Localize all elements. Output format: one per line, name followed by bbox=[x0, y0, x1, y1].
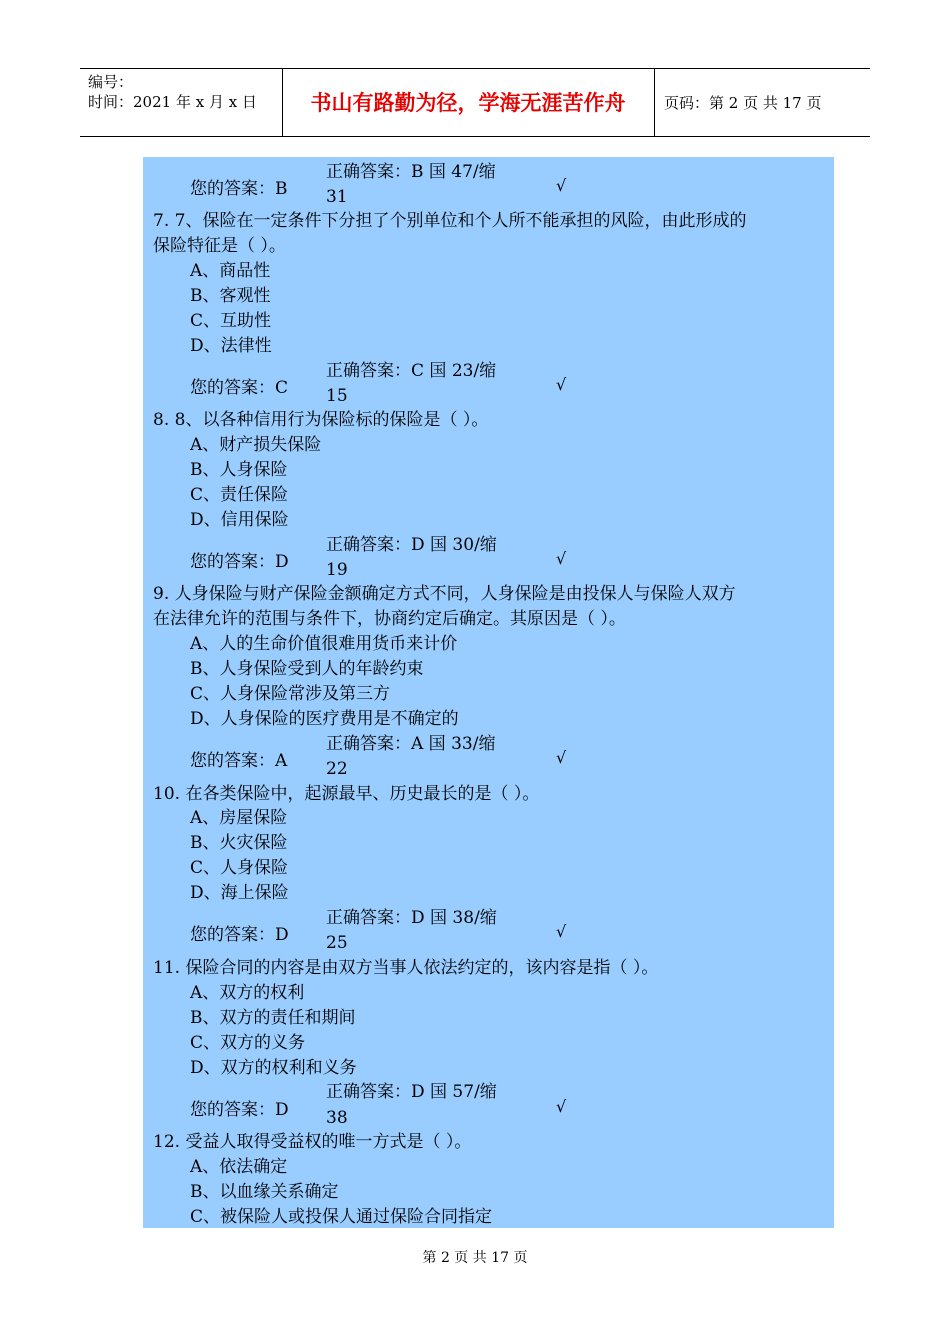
your-answer: 您的答案：D bbox=[190, 925, 289, 945]
correct-answer-line2: 15 bbox=[326, 386, 348, 406]
your-answer: 您的答案：A bbox=[190, 751, 288, 771]
header-bottom-rule bbox=[80, 136, 870, 137]
option-b: B、以血缘关系确定 bbox=[190, 1182, 339, 1202]
correct-answer-line1: 正确答案：C 国 23/缩 bbox=[326, 361, 497, 381]
option-d: D、人身保险的医疗费用是不确定的 bbox=[190, 709, 459, 729]
question-10-line1: 10. 在各类保险中，起源最早、历史最长的是（ ）。 bbox=[153, 784, 540, 804]
correct-answer-line2: 31 bbox=[326, 187, 348, 207]
check-mark: √ bbox=[556, 1097, 567, 1116]
correct-answer-line2: 38 bbox=[326, 1108, 348, 1128]
option-d: D、海上保险 bbox=[190, 883, 289, 903]
option-b: B、人身保险受到人的年龄约束 bbox=[190, 659, 424, 679]
your-answer: 您的答案：D bbox=[190, 552, 289, 572]
question-11-line1: 11. 保险合同的内容是由双方当事人依法约定的，该内容是指（ ）。 bbox=[153, 958, 659, 978]
correct-answer-line2: 22 bbox=[326, 759, 348, 779]
correct-answer-line1: 正确答案：B 国 47/缩 bbox=[326, 162, 496, 182]
option-a: A、双方的权利 bbox=[190, 983, 305, 1003]
question-7-line1: 7. 7、保险在一定条件下分担了个别单位和个人所不能承担的风险，由此形成的 bbox=[153, 211, 747, 231]
code-label: 编号： bbox=[88, 73, 134, 91]
option-c: C、互助性 bbox=[190, 311, 272, 331]
check-mark: √ bbox=[556, 748, 567, 767]
question-8-line1: 8. 8、以各种信用行为保险标的保险是（ ）。 bbox=[153, 410, 489, 430]
your-answer: 您的答案：C bbox=[190, 378, 289, 398]
check-mark: √ bbox=[556, 176, 567, 195]
option-b: B、火灾保险 bbox=[190, 833, 288, 853]
correct-answer-line1: 正确答案：D 国 30/缩 bbox=[326, 535, 497, 555]
date-label: 时间：2021 年 x 月 x 日 bbox=[88, 93, 257, 111]
check-mark: √ bbox=[556, 375, 567, 394]
option-b: B、客观性 bbox=[190, 286, 271, 306]
option-b: B、人身保险 bbox=[190, 460, 288, 480]
option-b: B、双方的责任和期间 bbox=[190, 1008, 356, 1028]
header-page-label: 页码：第 2 页 共 17 页 bbox=[664, 94, 822, 112]
option-d: D、法律性 bbox=[190, 336, 272, 356]
option-a: A、房屋保险 bbox=[190, 808, 288, 828]
correct-answer-line1: 正确答案：D 国 57/缩 bbox=[326, 1082, 497, 1102]
question-12-line1: 12. 受益人取得受益权的唯一方式是（ ）。 bbox=[153, 1132, 472, 1152]
option-d: D、信用保险 bbox=[190, 510, 289, 530]
correct-answer-line2: 19 bbox=[326, 560, 348, 580]
correct-answer-line2: 25 bbox=[326, 933, 348, 953]
option-a: A、人的生命价值很难用货币来计价 bbox=[190, 634, 458, 654]
option-c: C、双方的义务 bbox=[190, 1033, 306, 1053]
option-c: C、被保险人或投保人通过保险合同指定 bbox=[190, 1207, 493, 1227]
your-answer: 您的答案：D bbox=[190, 1100, 289, 1120]
option-d: D、双方的权利和义务 bbox=[190, 1058, 357, 1078]
question-9-line2: 在法律允许的范围与条件下，协商约定后确定。其原因是（ ）。 bbox=[153, 609, 626, 629]
option-a: A、财产损失保险 bbox=[190, 435, 322, 455]
check-mark: √ bbox=[556, 549, 567, 568]
option-c: C、人身保险 bbox=[190, 858, 289, 878]
option-c: C、责任保险 bbox=[190, 485, 289, 505]
header-divider-right bbox=[654, 68, 655, 136]
header-left-cell bbox=[88, 72, 257, 112]
question-7-line2: 保险特征是（ ）。 bbox=[153, 236, 286, 256]
option-a: A、商品性 bbox=[190, 261, 271, 281]
correct-answer-line1: 正确答案：D 国 38/缩 bbox=[326, 908, 497, 928]
option-c: C、人身保险常涉及第三方 bbox=[190, 684, 391, 704]
question-9-line1: 9. 人身保险与财产保险金额确定方式不同，人身保险是由投保人与保险人双方 bbox=[153, 584, 736, 604]
option-a: A、依法确定 bbox=[190, 1157, 288, 1177]
header-motto: 书山有路勤为径，学海无涯苦作舟 bbox=[310, 90, 626, 115]
page-footer: 第 2 页 共 17 页 bbox=[422, 1250, 528, 1266]
correct-answer-line1: 正确答案：A 国 33/缩 bbox=[326, 734, 496, 754]
check-mark: √ bbox=[556, 922, 567, 941]
your-answer: 您的答案：B bbox=[190, 179, 288, 199]
